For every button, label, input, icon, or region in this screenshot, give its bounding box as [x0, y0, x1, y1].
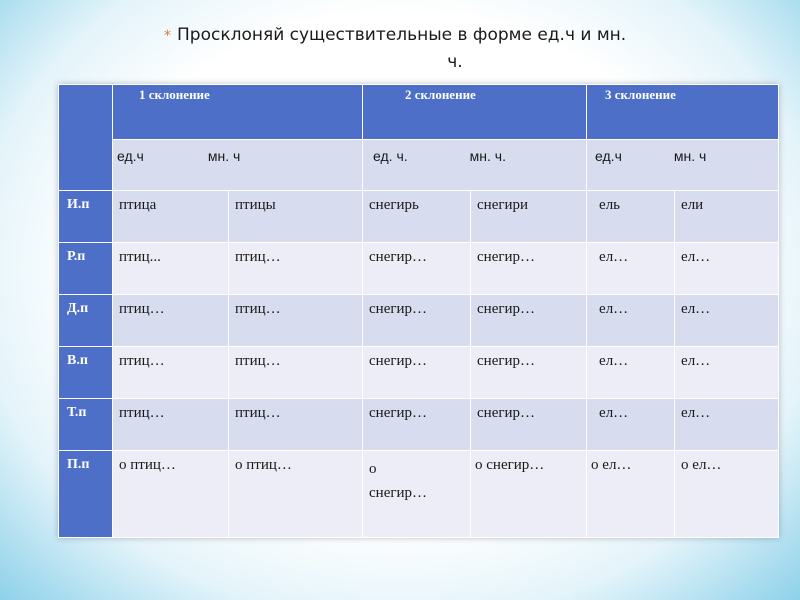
table-cell: птиц… [229, 243, 363, 295]
table-cell: птиц… [113, 399, 229, 451]
table-row [59, 243, 779, 295]
table-row [59, 399, 779, 451]
case-label: В.п [59, 347, 113, 399]
case-label: Т.п [59, 399, 113, 451]
case-label: Р.п [59, 243, 113, 295]
table-cell: птиц… [113, 347, 229, 399]
table-cell: ел… [675, 399, 779, 451]
sg-label: ед. ч. [373, 148, 408, 164]
number-header-1 [113, 140, 363, 191]
table-cell: ел… [587, 399, 675, 451]
case-label: И.п [59, 191, 113, 243]
table-cell: снегирь [363, 191, 471, 243]
table-cell: снегир… [363, 347, 471, 399]
table-cell: снегири [471, 191, 587, 243]
pl-label: мн. ч [207, 148, 241, 164]
table-cell: птицы [229, 191, 363, 243]
table-cell: ел… [675, 295, 779, 347]
table-row [59, 451, 779, 538]
table-cell: снегир… [471, 347, 587, 399]
table-row [59, 347, 779, 399]
slide-title-line2: ч. [447, 52, 463, 72]
table-cell: ел… [675, 347, 779, 399]
declension-header-3: 3 склонение [587, 85, 779, 140]
table-cell: о птиц… [113, 451, 229, 538]
table-cell: ел… [587, 347, 675, 399]
table-corner [59, 85, 113, 191]
table-cell: птица [113, 191, 229, 243]
table-cell: ели [675, 191, 779, 243]
table-cell: птиц... [113, 243, 229, 295]
table-cell: о снегир… [363, 451, 471, 538]
table-cell: ел… [587, 243, 675, 295]
sg-label: ед.ч [595, 148, 622, 164]
table-cell: снегир… [471, 295, 587, 347]
slide-title [160, 22, 720, 75]
table-cell: снегир… [363, 399, 471, 451]
declension-header-1: 1 склонение [113, 85, 363, 140]
table-row [59, 191, 779, 243]
table-cell: птиц… [229, 347, 363, 399]
table-cell: снегир… [471, 399, 587, 451]
table-cell: птиц… [229, 399, 363, 451]
table-cell: снегир… [363, 295, 471, 347]
declension-header-2: 2 склонение [363, 85, 587, 140]
table-row [59, 295, 779, 347]
table-cell: ель [587, 191, 675, 243]
table-cell: о ел… [675, 451, 779, 538]
table-cell: о ел… [587, 451, 675, 538]
table-cell: птиц… [229, 295, 363, 347]
number-header-2 [363, 140, 587, 191]
table-cell: о птиц… [229, 451, 363, 538]
case-label: П.п [59, 451, 113, 538]
sg-label: ед.ч [117, 148, 144, 164]
slide-title-line1 [160, 22, 720, 49]
declension-table [58, 84, 779, 538]
table-cell: снегир… [471, 243, 587, 295]
case-label: Д.п [59, 295, 113, 347]
pl-label: мн. ч [673, 148, 707, 164]
table-cell: ел… [587, 295, 675, 347]
number-header-3 [587, 140, 779, 191]
table-cell: ел… [675, 243, 779, 295]
table-cell: птиц… [113, 295, 229, 347]
table-cell: о снегир… [471, 451, 587, 538]
pl-label: мн. ч. [469, 148, 506, 164]
title-text-1: Просклоняй существительные в форме ед.ч и мн. [177, 25, 627, 45]
table-cell: снегир… [363, 243, 471, 295]
bullet-icon: * [164, 28, 171, 44]
